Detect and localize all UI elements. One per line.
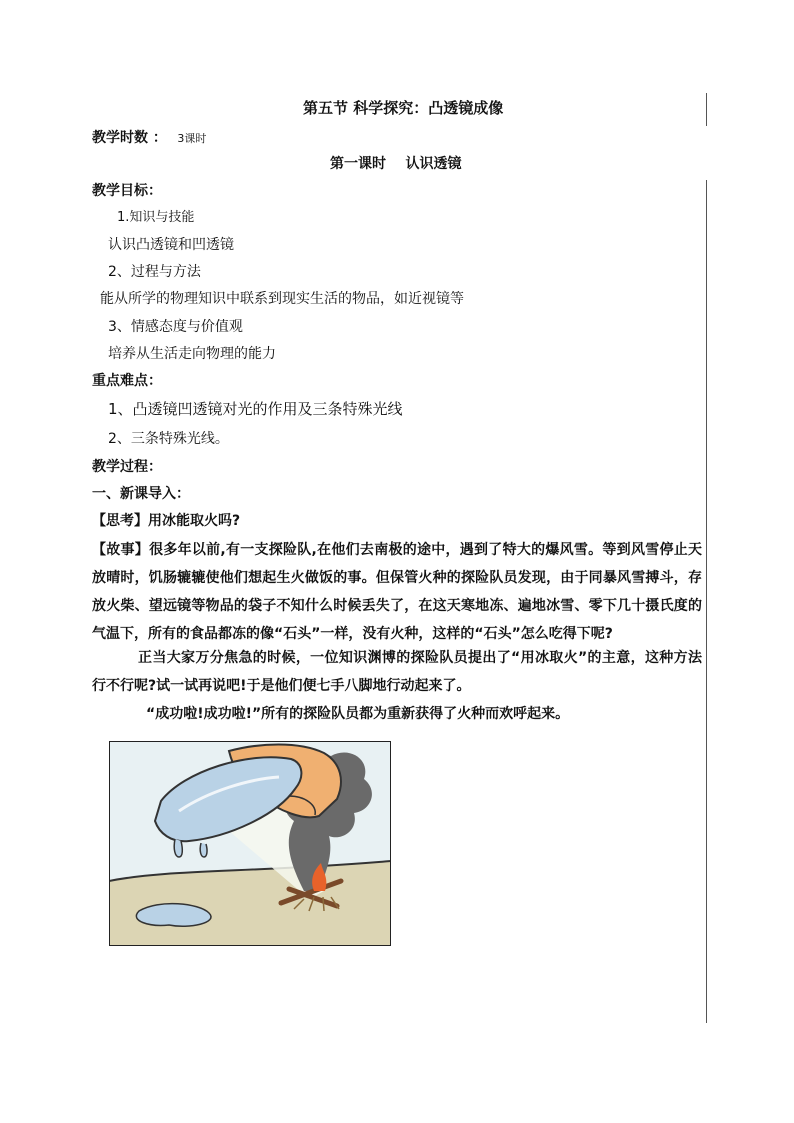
lesson-title: 第一课时 认识透镜 [330, 156, 462, 172]
water-puddle [136, 904, 211, 927]
table-border-right [706, 180, 707, 1023]
intro-heading: 一、新课导入： [92, 486, 190, 502]
story-label: 【故事】 [92, 542, 150, 558]
objective-item: 能从所学的物理知识中联系到现实生活的物品，如近视镜等 [100, 291, 464, 307]
objective-item: 2、过程与方法 [108, 264, 201, 280]
key-point-item: 1、凸透镜凹透镜对光的作用及三条特殊光线 [108, 400, 403, 418]
teaching-hours-label: 教学时数 ： [92, 130, 167, 146]
water-drip [174, 839, 182, 857]
table-border-top [706, 93, 707, 126]
ice-lens-fire-illustration [109, 741, 391, 946]
objective-item: 认识凸透镜和凹透镜 [108, 237, 234, 253]
teaching-hours [92, 128, 206, 149]
objective-item: 1.知识与技能 [117, 210, 195, 225]
water-drip [200, 843, 207, 857]
objectives-heading: 教学目标： [92, 183, 162, 199]
think-line [92, 511, 240, 531]
think-text: 用冰能取火吗? [148, 513, 241, 529]
story-text: 很多年以前,有一支探险队,在他们去南极的途中，遇到了特大的爆风雪。等到风雪停止天放晴时，饥肠辘辘使他们想起生火做饭的事。但保管火种的探险队员发现，由于同暴风雪搏斗，存放火柴、望远镜等物品的袋子不知什么时候丢失了，在这天寒地冻、遍地冰雪、零下几十摄氏度的气温下，所有的食品都冻的像“石头”一样，没有火种，这样的“石头”怎么吃得下呢? [92, 542, 702, 642]
story-paragraph-3: “成功啦!成功啦!”所有的探险队员都为重新获得了火种而欢呼起来。 [146, 706, 570, 722]
objective-item: 3、情感态度与价值观 [108, 319, 243, 335]
key-point-item: 2、三条特殊光线。 [108, 431, 229, 447]
key-points-heading: 重点难点： [92, 373, 162, 389]
process-heading: 教学过程： [92, 459, 162, 475]
story-paragraph [92, 536, 702, 648]
think-label: 【思考】 [92, 513, 148, 529]
objective-item: 培养从生活走向物理的能力 [108, 346, 276, 362]
section-title: 第五节 科学探究：凸透镜成像 [303, 99, 504, 117]
story-paragraph-2: 正当大家万分焦急的时候，一位知识渊博的探险队员提出了“用冰取火”的主意，这种方法行不行呢?试一试再说吧!于是他们便七手八脚地行动起来了。 [92, 650, 702, 694]
teaching-hours-value: 3课时 [177, 132, 207, 145]
